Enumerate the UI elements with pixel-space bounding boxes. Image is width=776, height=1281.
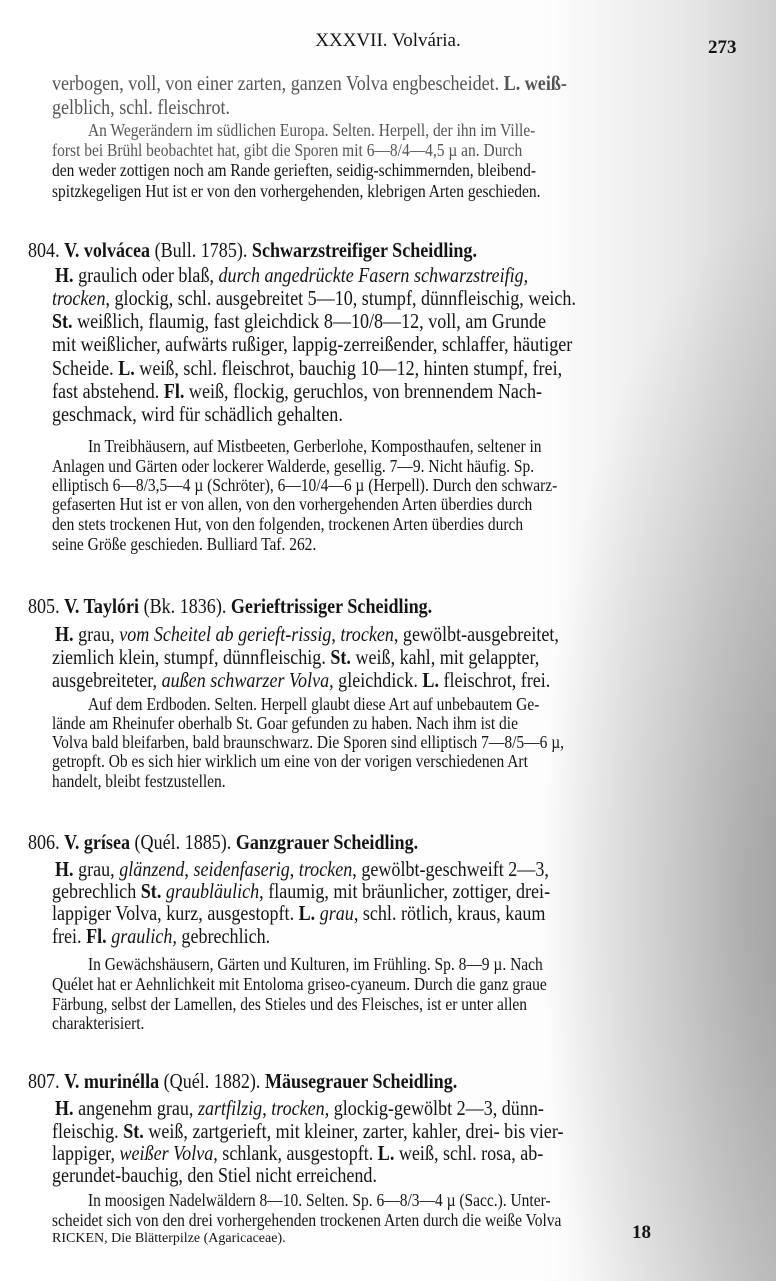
description-line: ziemlich klein, stumpf, dünnfleischig. St. weiß, kahl, mit gelappter, bbox=[52, 644, 540, 669]
description-line: gebrechlich St. graubläulich, flaumig, mit bräunlicher, zottiger, drei- bbox=[52, 878, 551, 903]
entry-heading: 805. V. Taylóri (Bk. 1836). Gerieftrissiger Scheidling. bbox=[28, 593, 433, 618]
description-line: H. grau, glänzend, seidenfaserig, trocken, gewölbt-geschweift 2—3, bbox=[55, 856, 549, 881]
bold-term: V. grísea bbox=[64, 829, 131, 854]
running-head: XXXVII. Volvária. bbox=[315, 30, 461, 51]
bold-term: St. bbox=[123, 1118, 144, 1143]
note-line: In moosigen Nadelwäldern 8—10. Selten. Sp. 6—8/3—4 µ (Sacc.). Unter- bbox=[88, 1190, 551, 1210]
bold-term: Schwarzstreifiger Scheidling. bbox=[251, 237, 477, 262]
note-line: Färbung, selbst der Lamellen, des Stieles und des Fleisches, ist er unter allen bbox=[52, 994, 528, 1014]
bold-term: L. bbox=[422, 667, 439, 692]
note-line: getropft. Ob es sich hier wirklich um eine von der vorigen verschiedenen Art bbox=[52, 751, 528, 771]
description-line: gerundet-bauchig, den Stiel nicht erreichend. bbox=[52, 1162, 377, 1187]
note-line: In Treibhäusern, auf Mistbeeten, Gerberlohe, Komposthaufen, seltener in bbox=[88, 436, 542, 456]
bold-term: V. Taylóri bbox=[64, 593, 140, 618]
note-line: In Gewächshäusern, Gärten und Kulturen, im Frühling. Sp. 8—9 µ. Nach bbox=[88, 954, 543, 974]
bold-term: L. bbox=[298, 900, 316, 925]
sheet-signature: 18 bbox=[632, 1222, 651, 1243]
italic-phrase: zartfilzig bbox=[197, 1095, 263, 1120]
bold-term: L. bbox=[118, 355, 135, 380]
description-line: Scheide. L. weiß, schl. fleischrot, bauchig 10—12, hinten stumpf, frei, bbox=[52, 355, 563, 380]
description-line: lappiger, weißer Volva, schlank, ausgestopft. L. weiß, schl. rosa, ab- bbox=[52, 1140, 544, 1165]
description-line: fleischig. St. weiß, zartgerieft, mit kleiner, zarter, kahler, drei- bis vier- bbox=[52, 1118, 564, 1143]
italic-phrase: graubläulich bbox=[165, 878, 260, 903]
italic-phrase: außen schwarzer Volva, bbox=[161, 667, 334, 692]
italic-phrase: trocken bbox=[298, 856, 353, 881]
bold-term: H. bbox=[55, 856, 74, 881]
bold-term: V. volvácea bbox=[64, 237, 151, 262]
bold-term: V. murinélla bbox=[64, 1068, 160, 1093]
description-line: gelblich, schl. fleischrot. bbox=[52, 94, 231, 119]
note-line: den weder zottigen noch am Rande gerieften, seidig-schimmernden, bleibend- bbox=[52, 160, 537, 180]
italic-phrase: weißer Volva, bbox=[119, 1140, 218, 1165]
italic-phrase: trocken bbox=[52, 285, 106, 310]
bold-term: H. bbox=[55, 1095, 74, 1120]
bold-term: H. bbox=[55, 621, 74, 646]
description-line: H. angenehm grau, zartfilzig, trocken, glockig-gewölbt 2—3, dünn- bbox=[55, 1095, 544, 1120]
footer-book-title: RICKEN, Die Blätterpilze (Agaricaceae). bbox=[52, 1231, 286, 1246]
description-line: geschmack, wird für schädlich gehalten. bbox=[52, 401, 343, 426]
entry-heading: 804. V. volvácea (Bull. 1785). Schwarzstreifiger Scheidling. bbox=[28, 237, 477, 262]
italic-phrase: vom Scheitel ab gerieft-rissig bbox=[119, 621, 332, 646]
italic-phrase: glänzend bbox=[119, 856, 185, 881]
description-line: verbogen, voll, von einer zarten, ganzen Volva engbescheidet. L. weiß- bbox=[52, 70, 567, 95]
description-line: lappiger Volva, kurz, ausgestopft. L. grau, schl. rötlich, kraus, kaum bbox=[52, 900, 546, 925]
note-line: charakterisiert. bbox=[52, 1013, 145, 1033]
bold-term: St. bbox=[330, 644, 351, 669]
note-line: spitzkegeligen Hut ist er von den vorhergehenden, klebrigen Arten geschieden. bbox=[52, 181, 541, 201]
bold-term: St. bbox=[140, 878, 162, 903]
bold-term: Ganzgrauer Scheidling. bbox=[235, 829, 419, 854]
entry-heading: 807. V. murinélla (Quél. 1882). Mäusegrauer Scheidling. bbox=[28, 1068, 458, 1093]
italic-phrase: grau bbox=[319, 900, 354, 925]
description-line: H. grau, vom Scheitel ab gerieft-rissig, trocken, gewölbt-ausgebreitet, bbox=[55, 621, 559, 646]
description-line: St. weißlich, flaumig, fast gleichdick 8—10/8—12, voll, am Grunde bbox=[52, 308, 547, 333]
bold-term: L. bbox=[377, 1140, 395, 1165]
note-line: scheidet sich von den drei vorhergehenden trockenen Arten durch die weiße Volva bbox=[52, 1210, 562, 1230]
note-line: Auf dem Erdboden. Selten. Herpell glaubt diese Art auf unbebautem Ge- bbox=[88, 694, 540, 714]
entry-heading: 806. V. grísea (Quél. 1885). Ganzgrauer Scheidling. bbox=[28, 829, 419, 854]
note-line: Anlagen und Gärten oder lockerer Walderde, gesellig. 7—9. Nicht häufig. Sp. bbox=[52, 456, 535, 476]
italic-phrase: durch angedrückte Fasern schwarzstreifig, bbox=[218, 262, 529, 287]
italic-phrase: graulich, bbox=[111, 923, 177, 948]
note-line: Quélet hat er Aehnlichkeit mit Entoloma griseo-cyaneum. Durch die ganz graue bbox=[52, 974, 547, 994]
description-line: H. graulich oder blaß, durch angedrückte Fasern schwarzstreifig, bbox=[55, 262, 529, 287]
description-line: frei. Fl. graulich, gebrechlich. bbox=[52, 923, 271, 948]
note-line: den stets trockenen Hut, von den folgenden, trockenen Arten überdies durch bbox=[52, 514, 524, 534]
description-line: fast abstehend. Fl. weiß, flockig, geruchlos, von brennendem Nach- bbox=[52, 378, 542, 403]
note-line: elliptisch 6—8/3,5—4 µ (Schröter), 6—10/4—6 µ (Herpell). Durch den schwarz- bbox=[52, 475, 558, 495]
note-line: An Wegerändern im südlichen Europa. Selten. Herpell, der ihn im Ville- bbox=[88, 120, 536, 140]
bold-term: H. bbox=[55, 262, 74, 287]
page-number: 273 bbox=[708, 37, 737, 58]
note-line: Volva bald bleifarben, bald braunschwarz. Die Sporen sind elliptisch 7—8/5—6 µ, bbox=[52, 732, 565, 752]
note-line: forst bei Brühl beobachtet hat, gibt die Sporen mit 6—8/4—4,5 µ an. Durch bbox=[52, 140, 523, 160]
description-line: trocken, glockig, schl. ausgebreitet 5—10, stumpf, dünnfleischig, weich. bbox=[52, 285, 576, 310]
note-line: gefaserten Hut ist er von allen, von den vorhergehenden Arten überdies durch bbox=[52, 494, 533, 514]
bold-term: Mäusegrauer Scheidling. bbox=[264, 1068, 458, 1093]
description-line: mit weißlicher, aufwärts rußiger, lappig-zerreißender, schlaffer, häutiger bbox=[52, 331, 573, 356]
italic-phrase: trocken bbox=[340, 621, 394, 646]
note-line: seine Größe geschieden. Bulliard Taf. 262. bbox=[52, 534, 317, 554]
bold-term: Gerieftrissiger Scheidling. bbox=[230, 593, 433, 618]
bold-term: Fl. bbox=[86, 923, 107, 948]
note-line: lände am Rheinufer oberhalb St. Goar gefunden zu haben. Nach ihm ist die bbox=[52, 713, 518, 733]
description-line: ausgebreiteter, außen schwarzer Volva, gleichdick. L. fleischrot, frei. bbox=[52, 667, 551, 692]
italic-phrase: seidenfaserig bbox=[193, 856, 290, 881]
bold-term: Fl. bbox=[163, 378, 185, 403]
note-line: handelt, bleibt festzustellen. bbox=[52, 771, 226, 791]
bold-term: St. bbox=[52, 308, 73, 333]
bold-term: L. weiß- bbox=[503, 70, 567, 95]
italic-phrase: trocken bbox=[271, 1095, 325, 1120]
